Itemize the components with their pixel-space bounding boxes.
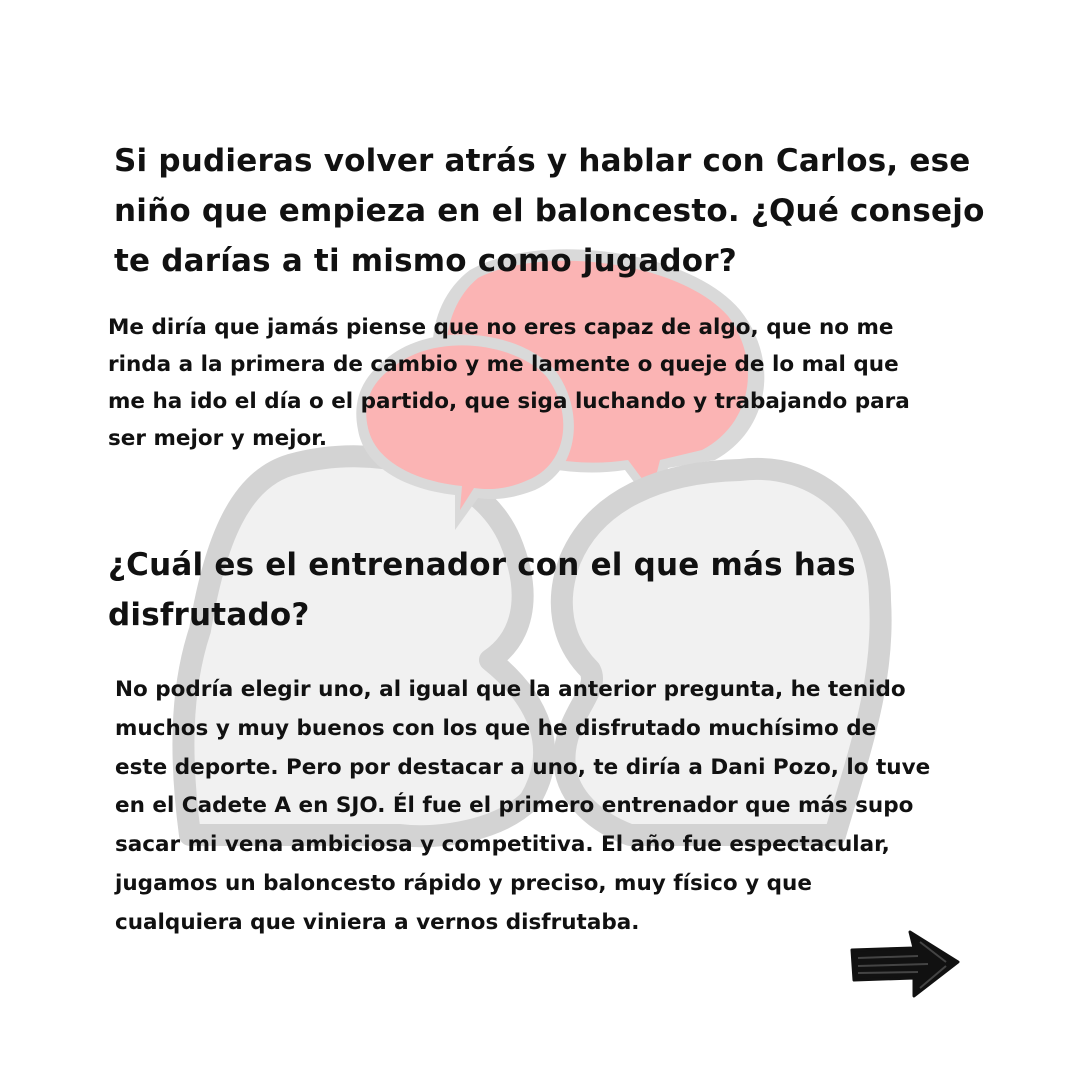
arrow-right-icon[interactable]: [848, 928, 962, 1000]
question-2-heading: ¿Cuál es el entrenador con el que más has disfrutado?: [108, 547, 856, 633]
question-1-heading: Si pudieras volver atrás y hablar con Carlos, ese niño que empieza en el baloncesto. ¿Qué consejo te darías a ti mismo como jugador?: [114, 143, 985, 279]
answer-1-text: Me diría que jamás piense que no eres capaz de algo, que no me rinda a la primera de cambio y me lamente o queje de lo mal que me ha ido el día o el partido, que siga luchando y trabajando para ser mejor y mejor.: [108, 315, 910, 451]
answer-2-text: No podría elegir uno, al igual que la anterior pregunta, he tenido muchos y muy buenos con los que he disfrutado muchísimo de este deporte. Pero por destacar a uno, te diría a Dani Pozo, lo tuve en el Cadete A en SJO. Él fue el primero entrenador que más supo sacar mi vena ambiciosa y competitiva. El año fue espectacular, jugamos un baloncesto rápido y preciso, muy físico y que cualquiera que viniera a vernos disfrutaba.: [115, 677, 931, 935]
